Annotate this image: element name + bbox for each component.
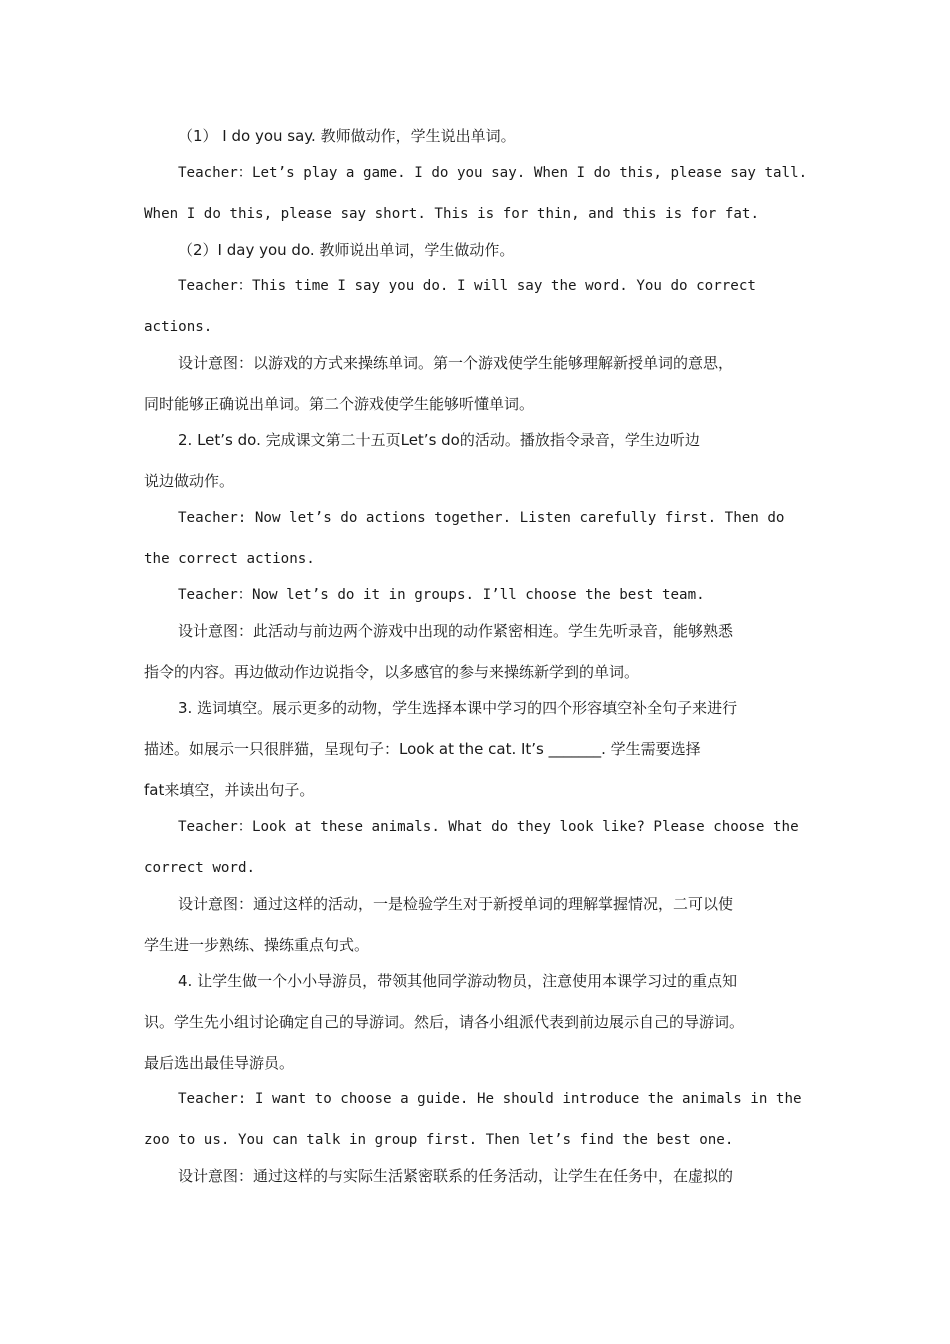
text-line: 3. 选词填空。展示更多的动物，学生选择本课中学习的四个形容填空补全句子来进行 — [178, 699, 738, 717]
text-line: Teacher：Let’s play a game. I do you say. When I do this, please say tall. — [178, 165, 808, 181]
text-line: 设计意图：此活动与前边两个游戏中出现的动作紧密相连。学生先听录音，能够熟悉 — [178, 622, 734, 640]
text-line: 设计意图：以游戏的方式来操练单词。第一个游戏使学生能够理解新授单词的意思， — [178, 354, 734, 372]
text-line: （1） I do you say. 教师做动作，学生说出单词。 — [178, 127, 516, 145]
text-line: 说边做动作。 — [144, 472, 235, 490]
text-line: fat来填空，并读出句子。 — [144, 781, 315, 799]
text-line: 设计意图：通过这样的与实际生活紧密联系的任务活动，让学生在任务中，在虚拟的 — [178, 1167, 734, 1185]
text-line: 最后选出最佳导游员。 — [144, 1054, 295, 1072]
text-line: Teacher：Now let’s do it in groups. I’ll choose the best team. — [178, 587, 705, 603]
text-line: Teacher：This time I say you do. I will say the word. You do correct — [178, 278, 756, 294]
text-line: Teacher: Now let’s do actions together. Listen carefully first. Then do — [178, 510, 785, 526]
text-line: actions. — [144, 319, 213, 335]
text-line: 4. 让学生做一个小小导游员，带领其他同学游动物员，注意使用本课学习过的重点知 — [178, 972, 738, 990]
text-line: （2）I day you do. 教师说出单词，学生做动作。 — [178, 241, 515, 259]
text-line: When I do this, please say short. This is for thin, and this is for fat. — [144, 206, 759, 222]
text-line: Teacher：Look at these animals. What do they look like? Please choose the — [178, 819, 799, 835]
text-line: 指令的内容。再边做动作边说指令，以多感官的参与来操练新学到的单词。 — [144, 663, 640, 681]
text-line: correct word. — [144, 860, 256, 876]
text-line: 同时能够正确说出单词。第二个游戏使学生能够听懂单词。 — [144, 395, 535, 413]
text-line: zoo to us. You can talk in group first. Then let’s find the best one. — [144, 1132, 734, 1148]
text-line: 识。学生先小组讨论确定自己的导游词。然后，请各小组派代表到前边展示自己的导游词。 — [144, 1013, 745, 1031]
text-line: 描述。如展示一只很胖猫，呈现句子：Look at the cat. It’s _______. 学生需要选择 — [144, 740, 701, 758]
text-line: the correct actions. — [144, 551, 315, 567]
text-line: 2. Let’s do. 完成课文第二十五页Let’s do的活动。播放指令录音，学生边听边 — [178, 431, 700, 449]
text-line: 学生进一步熟练、操练重点句式。 — [144, 936, 370, 954]
text-line: Teacher: I want to choose a guide. He should introduce the animals in the — [178, 1091, 802, 1107]
text-line: 设计意图：通过这样的活动，一是检验学生对于新授单词的理解掌握情况，二可以使 — [178, 895, 734, 913]
